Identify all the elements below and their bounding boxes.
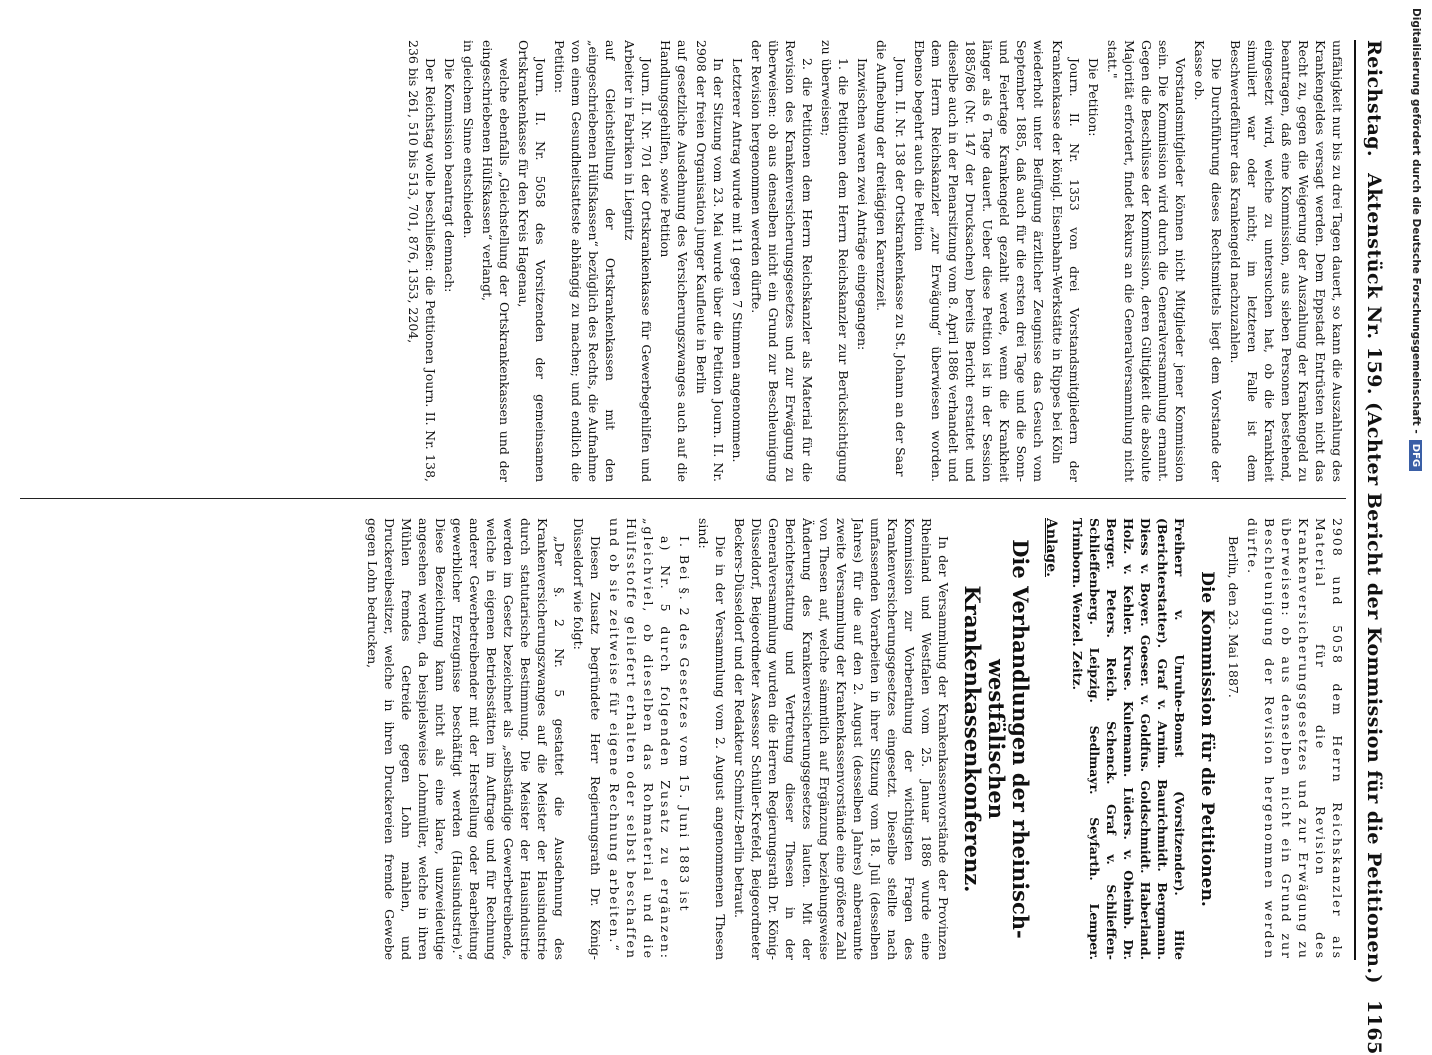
left-paragraph: auf gesetzliche Ausdehnung des Versicherungszwanges auch auf die Handlungsgehilfen, sowie Petition bbox=[658, 40, 690, 482]
left-paragraph: wiederholt unter Beifügung ärztlicher Zeugnisse das Gesuch vom September 1885, daß auch für die ersten drei Tage und die Sonn- und Feiertage Krankengeld gezahlt werde, wenn die Krankheit länger als 6 Tage dauert. Ueber diese Petition ist in der Session 1885/86 (Nr. 147 der Drucksachen) bereits Bericht erstattet und dieselbe auch in der Plenarsitzung vom 8. April 1886 verhandelt und dem Herrn Reichskanzler „zur Erwägung“ überwiesen worden. Ebenso begehrt auch die Petition bbox=[912, 40, 1046, 482]
left-paragraph: Die Durchführung dieses Rechtsmittels liegt dem Vorstande der Kasse ob. bbox=[1192, 40, 1224, 482]
left-paragraph: Die Petition: bbox=[1086, 58, 1101, 137]
left-paragraph: Inzwischen waren zwei Anträge eingegangen: bbox=[855, 58, 870, 351]
left-paragraph: Letzterer Antrag wurde mit 11 gegen 7 Stimmen angenommen. bbox=[730, 58, 745, 463]
right-paragraph: a) Nr. 5 durch folgenden Zusatz zu ergänzen: „gleichviel, ob dieselben das Rohmaterial und die Hülfsstoffe geliefert erhalten oder selbst beschaffen und ob sie zeitweise für eigene Rechnung arbeiten.“ bbox=[607, 518, 673, 960]
left-paragraph: welche ebenfalls „Gleichstellung der Ortskrankenkassen und der eingeschriebenen Hülfskassen“ verlangt, bbox=[480, 40, 512, 482]
left-paragraph: Vorstandsmitglieder können nicht Mitglieder jener Kommission sein. Die Kommission wird durch die Generalversammlung ernannt. Gegen die Beschlüsse der Kommission, deren Gültigkeit die absolute Majorität erfordert, findet Rekurs an die Generalversammlung nicht statt." bbox=[1105, 40, 1188, 482]
right-paragraph: In der Versammlung der Krankenkassenvorstände der Provinzen Rheinland und Westfalen vom 25. Januar 1886 wurde eine Kommission zur Vorberathung der wichtigsten Fragen des Krankenversicherungsgesetzes eingesetzt. Dieselbe stellte nach umfassenden Vorarbeiten in ihrer Sitzung vom 18. Juli (desselben Jahres) für die auf den 2. August (desselben Jahres) anberaumte zweite Versammlung der Krankenkassenvorstände eine größere Zahl von Thesen auf, welche sämmtlich auf Ergänzung beziehungsweise Änderung des Krankenversicherungsgesetzes lauten. Mit der Berichterstattung und Vertretung dieser Thesen in der Generalversammlung wurden die Herren Regierungsrath Dr. König-Düsseldorf, Beigeordneter Assessor Schüller-Krefeld, Beigeordneter Beckers-Düsseldorf und der Redakteur Schmitz-Berlin betraut. bbox=[732, 518, 951, 960]
right-paragraph: „Der §. 2 Nr. 5 gestattet die Ausdehnung des Krankenversicherungszwanges auf die Meister der Hausindustrie durch statutarische Bestimmung. Die Meister der Hausindustrie werden im Gesetz bezeichnet als „selbständige Gewerbetreibende, welche in eigenen Betriebsstätten im Auftrage und für Rechnung anderer Gewerbetreibender mit der Herstellung oder Bearbeitung gewerblicher Erzeugnisse beschäftigt werden (Hausindustrie).“ Diese Bezeichnung kann nicht als eine klare, unzweideutige angesehen werden, da beispielsweise Lohnmüller, welche in ihren Mühlen fremdes Getreide gegen Lohn mahlen, und Druckereibesitzer, welche in ihren Druckereien fremde Gewebe gegen Lohn bedrucken, bbox=[365, 518, 567, 960]
left-column bbox=[20, 40, 1346, 482]
header-left: Reichstag. bbox=[1363, 40, 1385, 158]
left-paragraph: Journ. II. Nr. 701 der Ortskrankenkasse für Gewerbegehilfen und Arbeiter in Fabriken in Liegnitz bbox=[622, 40, 654, 482]
left-paragraph: in gleichem Sinne entschieden. bbox=[461, 40, 476, 239]
dfg-logo: DFG bbox=[1410, 440, 1423, 471]
annex-label: Anlage. bbox=[1043, 518, 1059, 578]
left-paragraph: Journ. II. Nr. 1353 von drei Vorstandsmitgliedern der Krankenkasse der königl. Eisenbahn-Werkstätte in Rippes bei Köln bbox=[1050, 40, 1082, 482]
commission-title: Die Kommission für die Petitionen. bbox=[1197, 571, 1217, 907]
header-title: Aktenstück Nr. 159. (Achter Bericht der Kommission für die Petitionen.) bbox=[1363, 173, 1385, 984]
left-paragraph: Journ. II. Nr. 138 der Ortskrankenkasse zu St. Johann an der Saar bbox=[893, 58, 908, 477]
page-number: 1165 bbox=[1363, 999, 1385, 1055]
left-list-item: 1. die Petitionen dem Herrn Reichskanzler zur Berücksichtigung zu überweisen; bbox=[819, 40, 851, 482]
right-paragraph: I. Bei §. 2 des Gesetzes vom 15. Juni 1883 ist bbox=[677, 536, 692, 913]
right-paragraph: Diesen Zusatz begründete Herr Regierungsrath Dr. König-Düsseldorf wie folgt: bbox=[571, 518, 603, 960]
place-date: Berlin, den 23. Mai 1887. bbox=[1226, 536, 1241, 698]
left-paragraph: die Aufhebung der dreitägigen Karenzzeit. bbox=[874, 40, 889, 311]
left-paragraph: unfähigkeit nur bis zu drei Tagen dauert, so kann die Auszahlung des Krankengeldes versagt werden. Dem Eppstadt Entrüsten nicht das Recht zu, gegen die Weigerung der Auszahlung der Krankengeld zu beantragen, daß eine Kommission, aus sieben Personen bestehend, eingesetzt wird, welche zu untersuchen hat, ob die Krankheit simuliert war oder nicht; im letzteren Falle ist dem Beschwerdeführer das Krankengeld nachzuzahlen. bbox=[1228, 40, 1345, 482]
right-paragraph: 2908 und 5058 dem Herrn Reichskanzler als Material für die Revision des Krankenversicherungsgesetzes und zur Erwägung zu überweisen: ob aus denselben nicht ein Grund zur Beschleunigung der Revision hergenommen werden dürfte. bbox=[1245, 518, 1345, 960]
digitization-sidebar bbox=[1404, 8, 1428, 992]
left-paragraph: Der Reichstag wolle beschließen: die Petitionen Journ. II. Nr. 138, 236 bis 261, 510 bis 513, 701, 876, 1353, 2204, bbox=[406, 40, 438, 482]
commission-members: Freiherr v. Unruhe-Bomst (Vorsitzender). Hite (Berichterstatter). Graf v. Arnim. Baurichmidt. Bergmann. Diess v. Boyer. Goeser. v. Goldfus. Goldschmidt. Haberland. Holz. v. Kehler. Kruse. Kulemann. Lüders. v. Oheimb. Dr. Berger. Peters. Reich. Schenck. Graf v. Schlieffen-Schlieffenberg. Leipzig. Sedlmayr. Seyfarth. Lemper. Trimborn. Wenzel. Zeitz. bbox=[1070, 518, 1187, 960]
digitization-notice: Digitalisierung gefördert durch die Deutsche Forschungsgemeinschaft - bbox=[1410, 8, 1422, 434]
left-paragraph: In der Sitzung vom 23. Mai wurde über die Petition Journ. II. Nr. 2908 der freien Organisation junger Kaufleute in Berlin bbox=[694, 40, 726, 482]
section-title: Die Verhandlungen der rheinisch-westfälischen Krankenkassenkonferenz. bbox=[960, 539, 1033, 939]
left-list-item: 2. die Petitionen dem Herrn Reichskanzler als Material für die Revision des Krankenversicherungsgesetzes und zur Erwägung zu überweisen: ob aus denselben nicht ein Grund zur Beschleunigung der Revision hergenommen werden dürfte. bbox=[749, 40, 815, 482]
right-paragraph: Die in der Versammlung vom 2. August angenommenen Thesen sind: bbox=[696, 518, 728, 960]
left-paragraph: auf Gleichstellung der Ortskrankenkassen mit den „eingeschriebenen Hülfskassen“ bezüglich des Rechts, die Aufnahme von einem Gesundheitsatteste abhängig zu machen; und endlich die Petition: bbox=[552, 40, 618, 482]
right-column bbox=[20, 518, 1346, 960]
left-paragraph: Die Kommission beantragt demnach: bbox=[442, 58, 457, 293]
page-header bbox=[1354, 40, 1392, 1055]
column-divider bbox=[20, 498, 1346, 499]
left-paragraph: Journ. II. Nr. 5058 des Vorsitzenden der gemeinsamen Ortskrankenkasse für den Kreis Hagenau, bbox=[516, 40, 548, 482]
